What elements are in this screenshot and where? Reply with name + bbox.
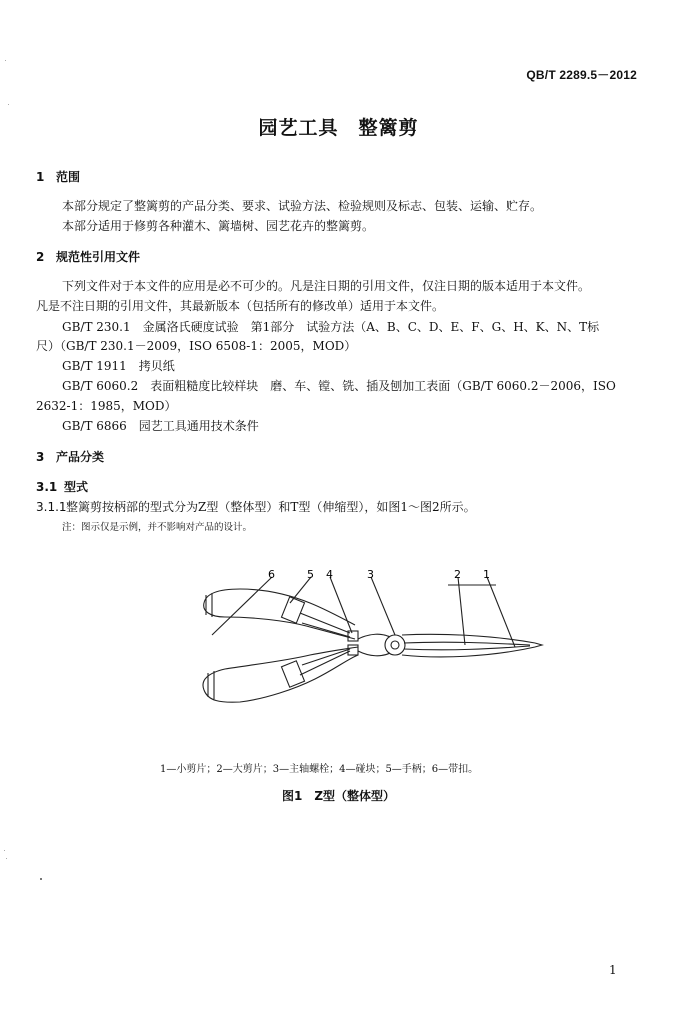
reference-item: GB/T 6866 园艺工具通用技术条件 (62, 419, 259, 433)
paragraph: 凡是不注日期的引用文件，其最新版本（包括所有的修改单）适用于本文件。 (36, 299, 445, 313)
figure-caption: 图1 Z型（整体型） (281, 789, 396, 803)
figure-legend: 1—小剪片；2—大剪片；3—主轴螺栓；4—碰块；5—手柄；6—带扣。 (160, 764, 479, 775)
small-blade-edge (404, 642, 530, 645)
reference-item-continued: 2632-1：1985，MOD） (36, 399, 177, 413)
pivot-bolt-center (391, 641, 399, 649)
document-title: 园艺工具 整篱剪 (258, 117, 419, 139)
leader-4 (330, 577, 352, 633)
section-number: 3.1 (36, 480, 58, 494)
callout-4: 4 (326, 568, 333, 581)
section-1-heading (36, 168, 80, 185)
paragraph: 本部分适用于修剪各种灌木、篱墙树、园艺花卉的整篱剪。 (62, 219, 375, 233)
callout-1: 1 (483, 568, 490, 581)
section-number: 3 (36, 450, 45, 464)
section-3-heading (36, 448, 104, 465)
section-title: 范围 (56, 170, 81, 184)
section-title: 型式 (64, 480, 89, 494)
clause-text: 整篱剪按柄部的型式分为Z型（整体型）和T型（伸缩型），如图1～图2所示。 (66, 500, 476, 514)
large-blade-top (402, 634, 535, 643)
paragraph: 下列文件对于本文件的应用是必不可少的。凡是注日期的引用文件，仅注日期的版本适用于本文件。 (62, 279, 591, 293)
reference-item: GB/T 230.1 金属洛氏硬度试验 第1部分 试验方法（A、B、C、D、E、F、G、H、K、N、T标 (62, 320, 600, 334)
standard-number: QB/T 2289.5－2012 (526, 68, 637, 82)
section-title: 规范性引用文件 (56, 250, 141, 264)
callout-6: 6 (268, 568, 275, 581)
large-blade-bottom (402, 647, 535, 657)
section-title: 产品分类 (56, 450, 105, 464)
lower-handle-lower-edge (204, 655, 358, 702)
page-number: 1 (609, 963, 617, 977)
reference-item-continued: 尺）（GB/T 230.1－2009，ISO 6508-1：2005，MOD） (36, 339, 357, 353)
leader-3 (371, 577, 395, 635)
callout-2: 2 (454, 568, 461, 581)
hedge-shears-figure (190, 565, 550, 715)
callout-5: 5 (307, 568, 314, 581)
reference-item: GB/T 6060.2 表面粗糙度比较样块 磨、车、镗、铣、插及刨加工表面（GB/T 6060.2－2006，ISO (62, 379, 616, 393)
section-3-1-heading (36, 478, 88, 495)
callout-3: 3 (367, 568, 374, 581)
reference-item: GB/T 1911 拷贝纸 (62, 359, 175, 373)
section-number: 1 (36, 170, 45, 184)
paragraph: 本部分规定了整篱剪的产品分类、要求、试验方法、检验规则及标志、包装、运输、贮存。 (62, 199, 543, 213)
note: 注：图示仅是示例，并不影响对产品的设计。 (62, 522, 253, 533)
section-number: 2 (36, 250, 45, 264)
upper-handle-outline (204, 589, 355, 625)
leader-6 (212, 577, 272, 635)
pivot-bolt-circle (385, 635, 405, 655)
section-2-heading (36, 248, 140, 265)
clause-number: 3.1.1 (36, 500, 67, 514)
clause-3-1-1 (36, 498, 476, 515)
